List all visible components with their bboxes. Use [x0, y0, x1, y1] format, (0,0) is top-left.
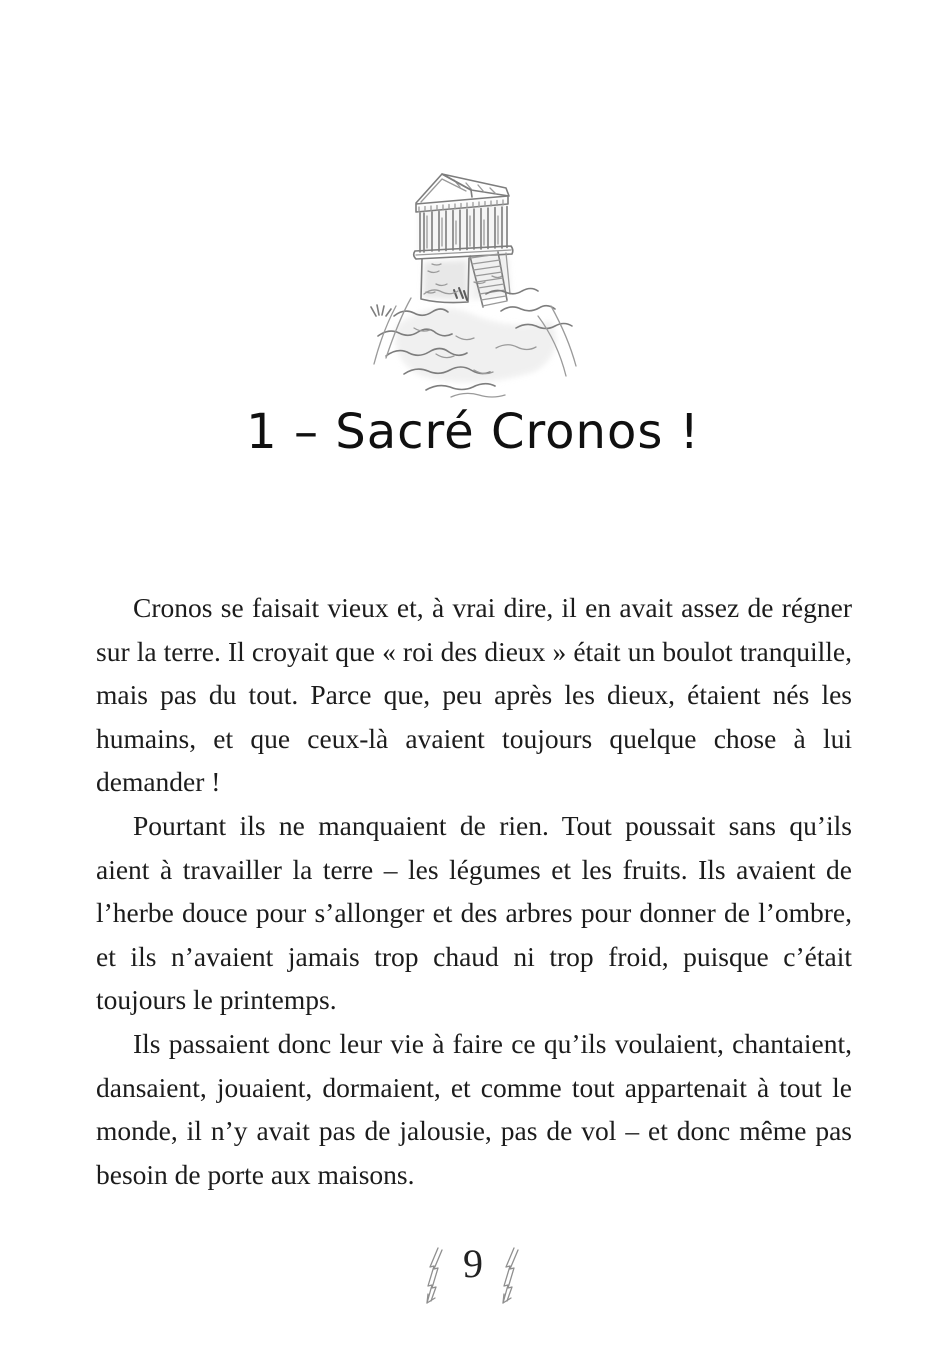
lightning-bolt-icon: [425, 1246, 445, 1306]
chapter-text: [96, 586, 852, 1196]
page-number: 9: [463, 1241, 483, 1286]
lightning-bolt-icon: [501, 1246, 521, 1306]
paragraph: Pourtant ils ne manquaient de rien. Tout poussait sans qu’ils aient à travailler la terre – les légumes et les fruits. Ils avaient de l’herbe douce pour s’allonger et des arbres pour donner de l’ombre, et ils n’avaient jamais trop chaud ni trop froid, puisque c’était toujours le printemps.: [96, 809, 852, 1016]
temple-on-hill-sketch-icon: [366, 166, 586, 398]
paragraph: Cronos se faisait vieux et, à vrai dire, il en avait assez de régner sur la terre. Il croyait que « roi des dieux » était un boulot tranquille, mais pas du tout. Parce que, peu après les dieux, étaient nés les humains, et que ceux-là avaient toujours quelque chose à lui demander !: [96, 592, 852, 798]
paragraph: Ils passaient donc leur vie à faire ce qu’ils voulaient, chantaient, dansaient, jouaient, dormaient, et comme tout appartenait à tout le monde, il n’y avait pas de jalousie, pas de vol – et donc même pas besoin de porte aux maisons.: [96, 1027, 852, 1190]
temple-illustration: [366, 166, 586, 398]
page-footer: [0, 1240, 946, 1306]
chapter-title: 1 – Sacré Cronos !: [246, 404, 700, 460]
